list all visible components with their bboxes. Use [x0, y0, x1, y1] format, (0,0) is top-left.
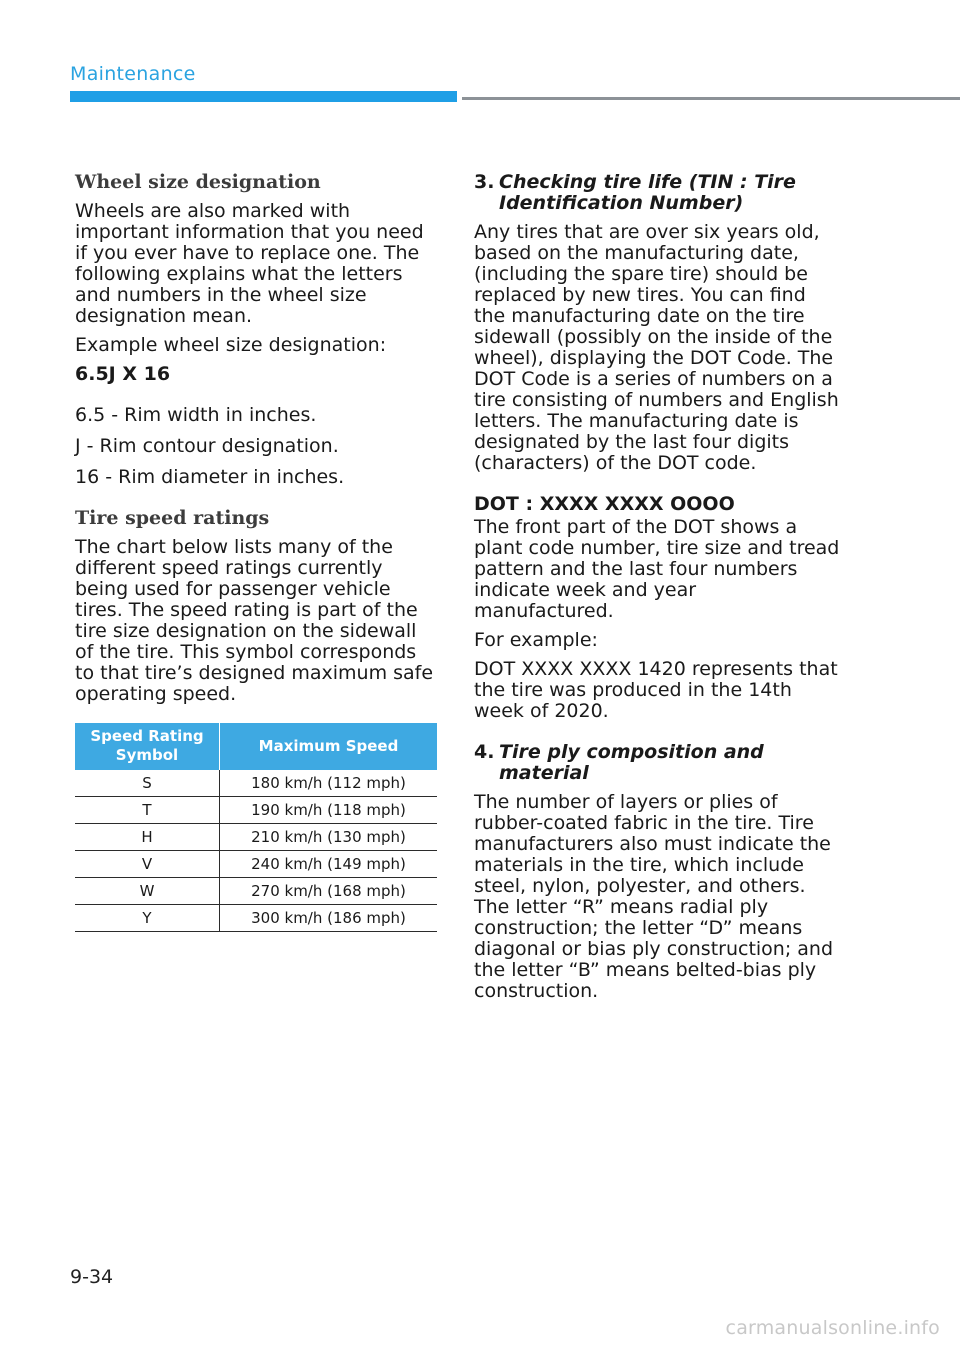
- tin-heading: [474, 172, 840, 214]
- max-speed: 270 km/h (168 mph): [220, 877, 438, 904]
- speed-ratings-heading: Tire speed ratings: [75, 506, 270, 529]
- rating-symbol: Y: [75, 904, 220, 931]
- wheel-example-intro: Example wheel size designation:: [75, 333, 387, 356]
- wheel-item-contour: J - Rim contour designation.: [75, 434, 339, 457]
- speed-rating-table: [75, 723, 437, 932]
- watermark: carmanualsonline.info: [725, 1317, 940, 1339]
- table-row: [75, 850, 437, 877]
- column-header-symbol: Speed Rating Symbol: [75, 723, 220, 770]
- dot-body: The front part of the DOT shows a plant code number, tire size and tread pattern and the last four numbers indicate week and year manufactured.: [474, 516, 840, 622]
- max-speed: 190 km/h (118 mph): [220, 796, 438, 823]
- right-column: [474, 172, 840, 1010]
- table-row: [75, 877, 437, 904]
- wheel-item-diameter: 16 - Rim diameter in inches.: [75, 465, 345, 488]
- header-rule-accent: [70, 91, 457, 102]
- ply-body: The number of layers or plies of rubber-coated fabric in the tire. Tire manufacturers also must indicate the materials in the tire, which include steel, nylon, polyester, and others. The letter “R” means radial ply construction; the letter “D” means diagonal or bias ply construction; and the letter “B” means belted-bias ply construction.: [474, 791, 834, 1002]
- speed-ratings-body: The chart below lists many of the different speed ratings currently being used for passenger vehicle tires. The speed rating is part of the tire size designation on the sidewall of the tire. This symbol corresponds to that tire’s designed maximum safe operating speed.: [75, 535, 434, 705]
- max-speed: 180 km/h (112 mph): [220, 770, 438, 797]
- wheel-example-code: 6.5J X 16: [75, 362, 171, 385]
- tin-body: Any tires that are over six years old, based on the manufacturing date, (including the spare tire) should be replaced by new tires. You can find the manufacturing date on the tire sidewall (possibly on the inside of the wheel), displaying the DOT Code. The DOT Code is a series of numbers on a tire consisting of numbers and English letters. The manufacturing date is designated by the last four digits (characters) of the DOT code.: [474, 221, 839, 474]
- max-speed: 240 km/h (149 mph): [220, 850, 438, 877]
- page-number: 9-34: [70, 1266, 114, 1288]
- table-header-row: [75, 723, 437, 770]
- ply-heading-number: 4.: [474, 741, 495, 763]
- table-row: [75, 770, 437, 797]
- rating-symbol: T: [75, 796, 220, 823]
- tin-heading-number: 3.: [474, 171, 495, 193]
- header-rule-gray: [462, 97, 960, 100]
- column-header-max-speed: Maximum Speed: [220, 723, 438, 770]
- rating-symbol: W: [75, 877, 220, 904]
- wheel-item-width: 6.5 - Rim width in inches.: [75, 403, 317, 426]
- ply-heading: [474, 742, 840, 784]
- ply-heading-text: Tire ply composition and material: [499, 741, 764, 784]
- section-title: Maintenance: [70, 63, 196, 85]
- table-row: [75, 796, 437, 823]
- table-row: [75, 904, 437, 931]
- wheel-size-heading: Wheel size designation: [75, 171, 321, 193]
- example-intro: For example:: [474, 629, 598, 651]
- rating-symbol: V: [75, 850, 220, 877]
- dot-code-format: DOT : XXXX XXXX OOOO: [474, 493, 735, 515]
- table-row: [75, 823, 437, 850]
- rating-symbol: S: [75, 770, 220, 797]
- example-text: DOT XXXX XXXX 1420 represents that the tire was produced in the 14th week of 2020.: [474, 658, 838, 722]
- rating-symbol: H: [75, 823, 220, 850]
- tin-heading-text: Checking tire life (TIN : Tire Identification Number): [499, 171, 796, 214]
- wheel-size-body: Wheels are also marked with important information that you need if you ever have to replace one. The following explains what the letters and numbers in the wheel size designation mean.: [75, 199, 424, 327]
- left-column: [75, 172, 437, 932]
- max-speed: 210 km/h (130 mph): [220, 823, 438, 850]
- max-speed: 300 km/h (186 mph): [220, 904, 438, 931]
